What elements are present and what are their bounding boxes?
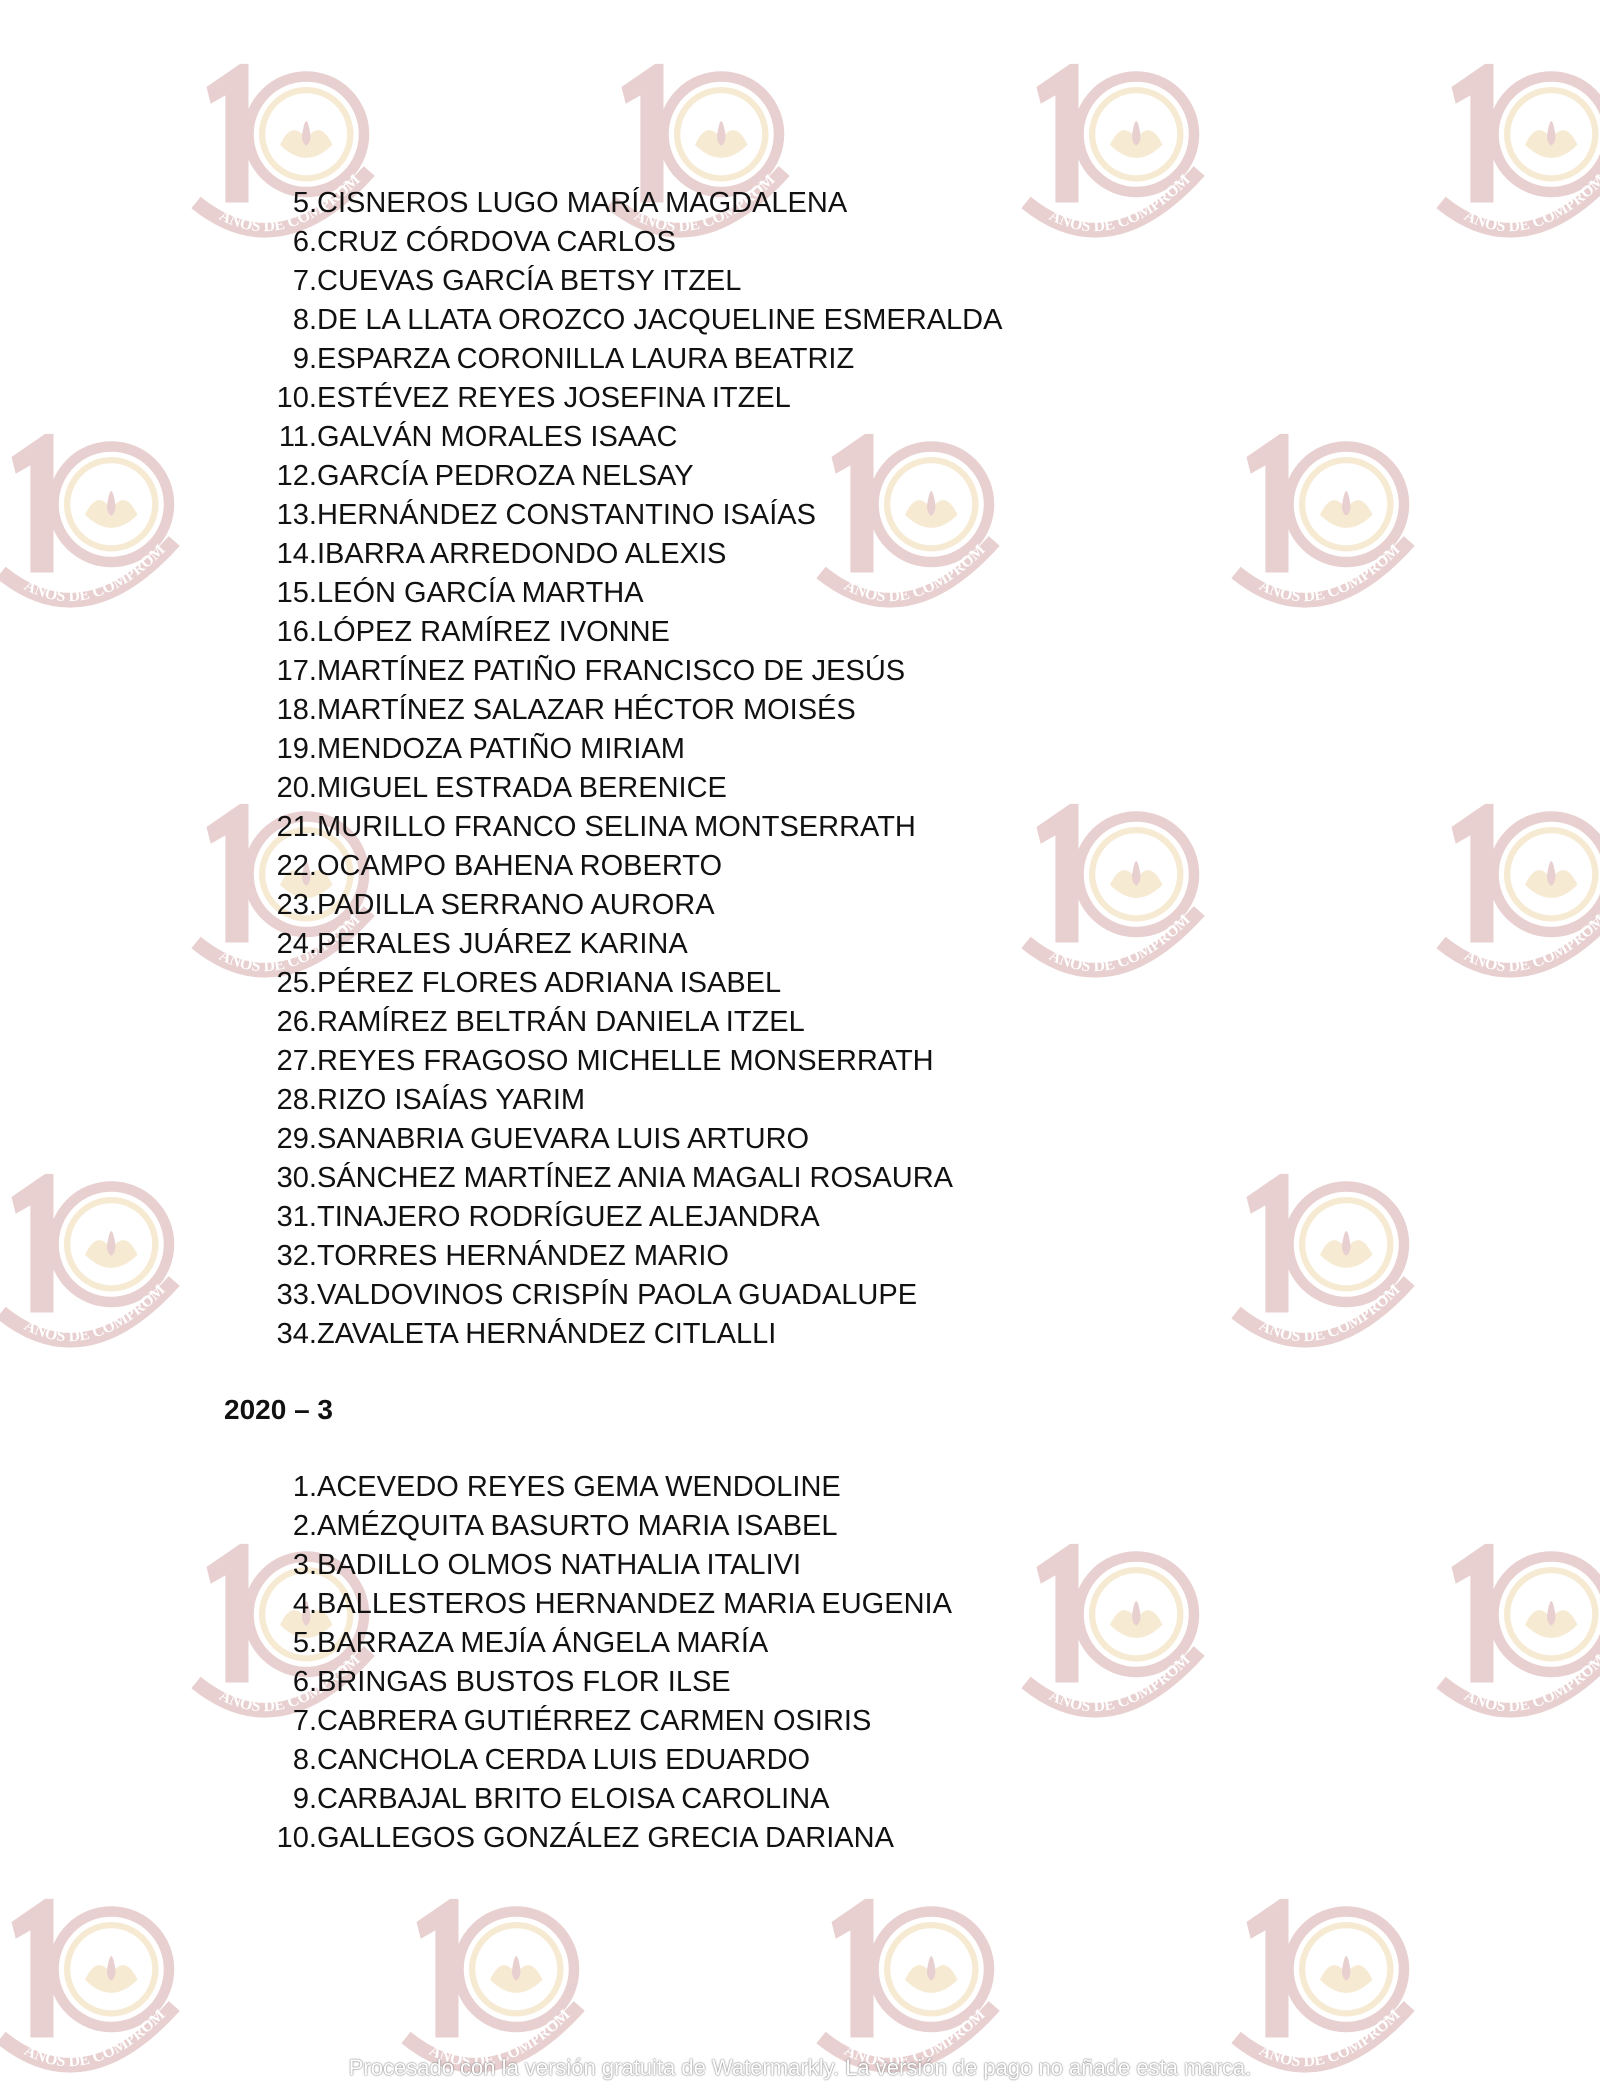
watermark-footer-note: Procesado con la versión gratuita de Watermarkly. La versión de pago no añade esta marca. [348, 2055, 1252, 2080]
list-item [270, 535, 727, 574]
list-item [270, 223, 676, 262]
list-item-number: 16. [276, 616, 317, 648]
list-item [270, 301, 1003, 340]
list-item-name: MIGUEL ESTRADA BERENICE [317, 772, 727, 804]
list-item-name: MARTÍNEZ PATIÑO FRANCISCO DE JESÚS [317, 655, 906, 687]
list-item-name: RAMÍREZ BELTRÁN DANIELA ITZEL [317, 1006, 805, 1038]
list-item-number: 8. [292, 304, 317, 336]
list-item [270, 1276, 918, 1315]
watermark-logo [1420, 45, 1600, 255]
list-item-number: 10. [276, 382, 317, 414]
list-item [270, 964, 782, 1003]
list-item-number: 14. [276, 538, 317, 570]
list-item [270, 1780, 830, 1819]
list-item-name: BALLESTEROS HERNANDEZ MARIA EUGENIA [317, 1588, 952, 1620]
list-item-number: 18. [276, 694, 317, 726]
list-item [270, 379, 791, 418]
section-heading: 2020 – 3 [224, 1394, 333, 1425]
list-item-name: PÉREZ FLORES ADRIANA ISABEL [317, 967, 782, 999]
watermark-logo [1215, 415, 1425, 625]
list-item-number: 13. [276, 499, 317, 531]
list-item [270, 574, 644, 613]
list-item-number: 30. [276, 1162, 317, 1194]
list-item-name: CUEVAS GARCÍA BETSY ITZEL [317, 265, 742, 297]
list-item-number: 22. [276, 850, 317, 882]
list-item [270, 613, 670, 652]
watermark-logo [0, 1155, 190, 1365]
list-item-number: 5. [292, 1627, 317, 1659]
list-item-number: 27. [276, 1045, 317, 1077]
list-item-number: 6. [292, 226, 317, 258]
list-item-name: OCAMPO BAHENA ROBERTO [317, 850, 723, 882]
list-item [270, 1585, 952, 1624]
list-item-name: PADILLA SERRANO AURORA [317, 889, 715, 921]
list-item-name: RIZO ISAÍAS YARIM [317, 1084, 586, 1116]
list-item-name: REYES FRAGOSO MICHELLE MONSERRATH [317, 1045, 934, 1077]
list-item-name: CISNEROS LUGO MARÍA MAGDALENA [317, 187, 848, 219]
list-item-name: TORRES HERNÁNDEZ MARIO [317, 1240, 729, 1272]
list-item [270, 1819, 894, 1858]
list-item [270, 1468, 841, 1507]
list-item [270, 1315, 777, 1354]
list-item-number: 20. [276, 772, 317, 804]
list-item [270, 1507, 838, 1546]
list-item-number: 31. [276, 1201, 317, 1233]
list-item [270, 1546, 802, 1585]
list-item-name: BARRAZA MEJÍA ÁNGELA MARÍA [317, 1627, 769, 1659]
list-item-number: 7. [292, 1705, 317, 1737]
list-item-number: 23. [276, 889, 317, 921]
list-item [270, 1741, 811, 1780]
list-item [270, 1624, 769, 1663]
list-item-name: CRUZ CÓRDOVA CARLOS [317, 226, 676, 258]
list-item-number: 25. [276, 967, 317, 999]
list-item-name: ZAVALETA HERNÁNDEZ CITLALLI [317, 1318, 777, 1350]
list-item-number: 5. [292, 187, 317, 219]
list-item-number: 15. [276, 577, 317, 609]
list-item-number: 9. [292, 343, 317, 375]
list-item [270, 1237, 729, 1276]
list-item-number: 12. [276, 460, 317, 492]
list-item-name: CANCHOLA CERDA LUIS EDUARDO [317, 1744, 811, 1776]
list-item-name: DE LA LLATA OROZCO JACQUELINE ESMERALDA [317, 304, 1003, 336]
list-item-number: 19. [276, 733, 317, 765]
list-item-number: 4. [292, 1588, 317, 1620]
list-item-name: CARBAJAL BRITO ELOISA CAROLINA [317, 1783, 830, 1815]
list-item-name: ESPARZA CORONILLA LAURA BEATRIZ [317, 343, 855, 375]
list-item [270, 496, 816, 535]
list-item [270, 652, 906, 691]
list-item [270, 1702, 872, 1741]
list-item-name: ACEVEDO REYES GEMA WENDOLINE [317, 1471, 841, 1503]
list-item [270, 1663, 731, 1702]
list-item-name: MURILLO FRANCO SELINA MONTSERRATH [317, 811, 916, 843]
list-item-name: TINAJERO RODRÍGUEZ ALEJANDRA [317, 1201, 820, 1233]
list-item [270, 808, 916, 847]
watermark-logo [1005, 785, 1215, 995]
list-item [270, 457, 694, 496]
list-item [270, 1003, 805, 1042]
list-item-name: ESTÉVEZ REYES JOSEFINA ITZEL [317, 382, 791, 414]
list-item [270, 418, 678, 457]
list-item-name: IBARRA ARREDONDO ALEXIS [317, 538, 727, 570]
list-item-number: 7. [292, 265, 317, 297]
watermark-logo [1215, 1155, 1425, 1365]
list-item-number: 34. [276, 1318, 317, 1350]
list-item-name: PERALES JUÁREZ KARINA [317, 928, 688, 960]
list-item [270, 1081, 586, 1120]
list-item-name: GARCÍA PEDROZA NELSAY [317, 460, 694, 492]
list-item [270, 730, 685, 769]
list-item-number: 1. [292, 1471, 317, 1503]
list-item-number: 26. [276, 1006, 317, 1038]
list-item [270, 691, 856, 730]
watermark-logo [1420, 785, 1600, 995]
list-item [270, 769, 727, 808]
list-item-number: 17. [276, 655, 317, 687]
list-item-name: SÁNCHEZ MARTÍNEZ ANIA MAGALI ROSAURA [317, 1162, 953, 1194]
list-item-name: CABRERA GUTIÉRREZ CARMEN OSIRIS [317, 1705, 872, 1737]
list-item-number: 29. [276, 1123, 317, 1155]
list-item [270, 1120, 810, 1159]
list-item-name: BADILLO OLMOS NATHALIA ITALIVI [317, 1549, 802, 1581]
list-item [270, 847, 723, 886]
list-item [270, 886, 715, 925]
list-item [270, 1159, 953, 1198]
list-item-name: VALDOVINOS CRISPÍN PAOLA GUADALUPE [317, 1279, 918, 1311]
name-list-continued [270, 184, 1003, 1354]
list-item-name: GALVÁN MORALES ISAAC [317, 421, 678, 453]
list-item-number: 2. [292, 1510, 317, 1542]
list-item-name: MARTÍNEZ SALAZAR HÉCTOR MOISÉS [317, 694, 856, 726]
list-item-number: 10. [276, 1822, 317, 1854]
list-item [270, 1198, 820, 1237]
watermark-logo [800, 415, 1010, 625]
list-item-number: 11. [278, 421, 317, 453]
list-item-name: LÓPEZ RAMÍREZ IVONNE [317, 616, 670, 648]
list-item-number: 3. [292, 1549, 317, 1581]
list-item-name: HERNÁNDEZ CONSTANTINO ISAÍAS [317, 499, 816, 531]
list-item [270, 184, 848, 223]
list-item-name: GALLEGOS GONZÁLEZ GRECIA DARIANA [317, 1822, 894, 1854]
list-item [270, 340, 855, 379]
list-item-number: 33. [276, 1279, 317, 1311]
watermark-logo [1005, 1525, 1215, 1735]
list-item [270, 262, 742, 301]
list-item-name: BRINGAS BUSTOS FLOR ILSE [317, 1666, 731, 1698]
list-item-number: 6. [292, 1666, 317, 1698]
list-item-number: 8. [292, 1744, 317, 1776]
watermark-logo [1420, 1525, 1600, 1735]
list-item-name: MENDOZA PATIÑO MIRIAM [317, 733, 685, 765]
watermark-logo [1005, 45, 1215, 255]
watermark-logo [0, 415, 190, 625]
list-item-name: AMÉZQUITA BASURTO MARIA ISABEL [317, 1510, 838, 1542]
list-item-name: SANABRIA GUEVARA LUIS ARTURO [317, 1123, 810, 1155]
name-list-2020-3 [270, 1468, 952, 1858]
list-item-number: 21. [276, 811, 317, 843]
list-item-name: LEÓN GARCÍA MARTHA [317, 577, 644, 609]
list-item-number: 28. [276, 1084, 317, 1116]
list-item-number: 24. [276, 928, 317, 960]
list-item [270, 925, 688, 964]
list-item [270, 1042, 934, 1081]
list-item-number: 9. [292, 1783, 317, 1815]
list-item-number: 32. [276, 1240, 317, 1272]
